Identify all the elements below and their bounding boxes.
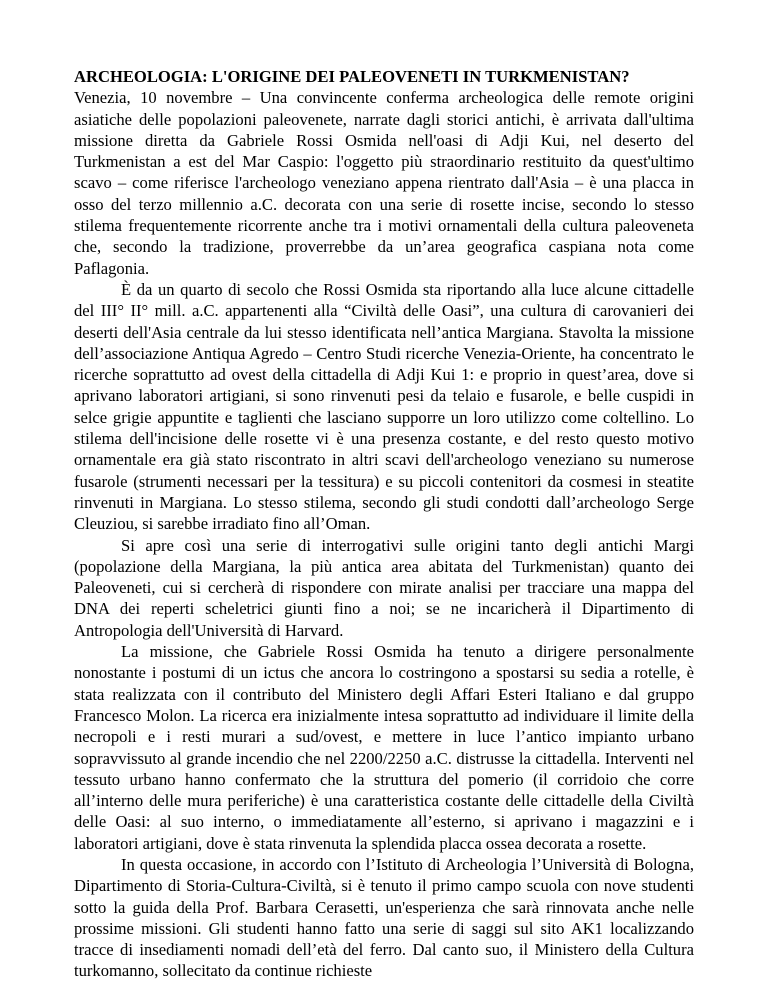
article-paragraph-1: Venezia, 10 novembre – Una convincente conferma archeologica delle remote origini asiatiche delle popolazioni paleovenete, narrate dagli storici antichi, è arrivata dall'ultima missione diretta da Gabriele Rossi Osmida nell'oasi di Adji Kui, nel deserto del Turkmenistan a est del Mar Caspio: l'oggetto più straordinario restituito da quest'ultimo scavo – come riferisce l'archeologo veneziano appena rientrato dall'Asia – è una placca in osso del terzo millennio a.C. decorata con una serie di rosette incise, secondo lo stesso stilema frequentemente ricorrente anche tra i motivi ornamentali della cultura paleoveneta che, secondo la tradizione, proverrebbe da un’area geografica caspiana nota come Paflagonia. bbox=[74, 88, 694, 278]
article-paragraph-2: È da un quarto di secolo che Rossi Osmida sta riportando alla luce alcune cittadelle del III° II° mill. a.C. appartenenti alla “Civiltà delle Oasi”, una cultura di carovanieri dei deserti dell'Asia centrale da lui stesso identificata nell’antica Margiana. Stavolta la missione dell’associazione Antiqua Agredo – Centro Studi ricerche Venezia-Oriente, ha concentrato le ricerche soprattutto ad ovest della cittadella di Adji Kui 1: e proprio in quest’area, dove si aprivano laboratori artigiani, si sono rinvenuti pesi da telaio e fusarole, e belle cuspidi in selce grigie appuntite e taglienti che lasciano supporre un loro utilizzo come coltellino. Lo stilema dell'incisione delle rosette vi è una presenza costante, e del resto questo motivo ornamentale era già stato riscontrato in altri scavi dell'archeologo veneziano su numerose fusarole (strumenti necessari per la tessitura) e su piccoli contenitori da cosmesi in steatite rinvenuti in Margiana. Lo stesso stilema, secondo gli studi condotti dall’archeologo Serge Cleuziou, si sarebbe irradiato fino all’Oman. bbox=[74, 279, 694, 534]
article-title: ARCHEOLOGIA: L'ORIGINE DEI PALEOVENETI IN TURKMENISTAN? bbox=[74, 67, 630, 86]
article-paragraph-5: In questa occasione, in accordo con l’Istituto di Archeologia l’Università di Bologna, Dipartimento di Storia-Cultura-Civiltà, si è tenuto il primo campo scuola con nove studenti sotto la guida della Prof. Barbara Cerasetti, un'esperienza che sarà rinnovata anche nelle prossime missioni. Gli studenti hanno fatto una serie di saggi sul sito AK1 localizzando tracce di insediamenti nomadi dell’età del ferro. Dal canto suo, il Ministero della Cultura turkomanno, sollecitato da continue richieste bbox=[74, 854, 694, 981]
article-paragraph-3: Si apre così una serie di interrogativi sulle origini tanto degli antichi Margi (popolazione della Margiana, la più antica area abitata del Turkmenistan) quanto dei Paleoveneti, cui si cercherà di rispondere con mirate analisi per tracciare una mappa del DNA dei reperti scheletrici giunti fino a noi; se ne incaricherà il Dipartimento di Antropologia dell'Università di Harvard. bbox=[74, 535, 694, 640]
document-page bbox=[74, 66, 694, 982]
article-paragraph-4: La missione, che Gabriele Rossi Osmida ha tenuto a dirigere personalmente nonostante i postumi di un ictus che ancora lo costringono a spostarsi su sedia a rotelle, è stata realizzata con il contributo del Ministero degli Affari Esteri Italiano e dal gruppo Francesco Molon. La ricerca era inizialmente intesa soprattutto ad individuare il limite della necropoli e i resti murari a sud/ovest, e mettere in luce l’antico impianto urbano sopravvissuto al grande incendio che nel 2200/2250 a.C. distrusse la cittadella. Interventi nel tessuto urbano hanno confermato che la struttura del pomerio (il corridoio che corre all’interno delle mura periferiche) è una caratteristica costante delle cittadelle della Civiltà delle Oasi: al suo interno, o immediatamente all’esterno, si aprivano i magazzini e i laboratori artigiani, dove è stata rinvenuta la splendida placca ossea decorata a rosette. bbox=[74, 642, 694, 853]
